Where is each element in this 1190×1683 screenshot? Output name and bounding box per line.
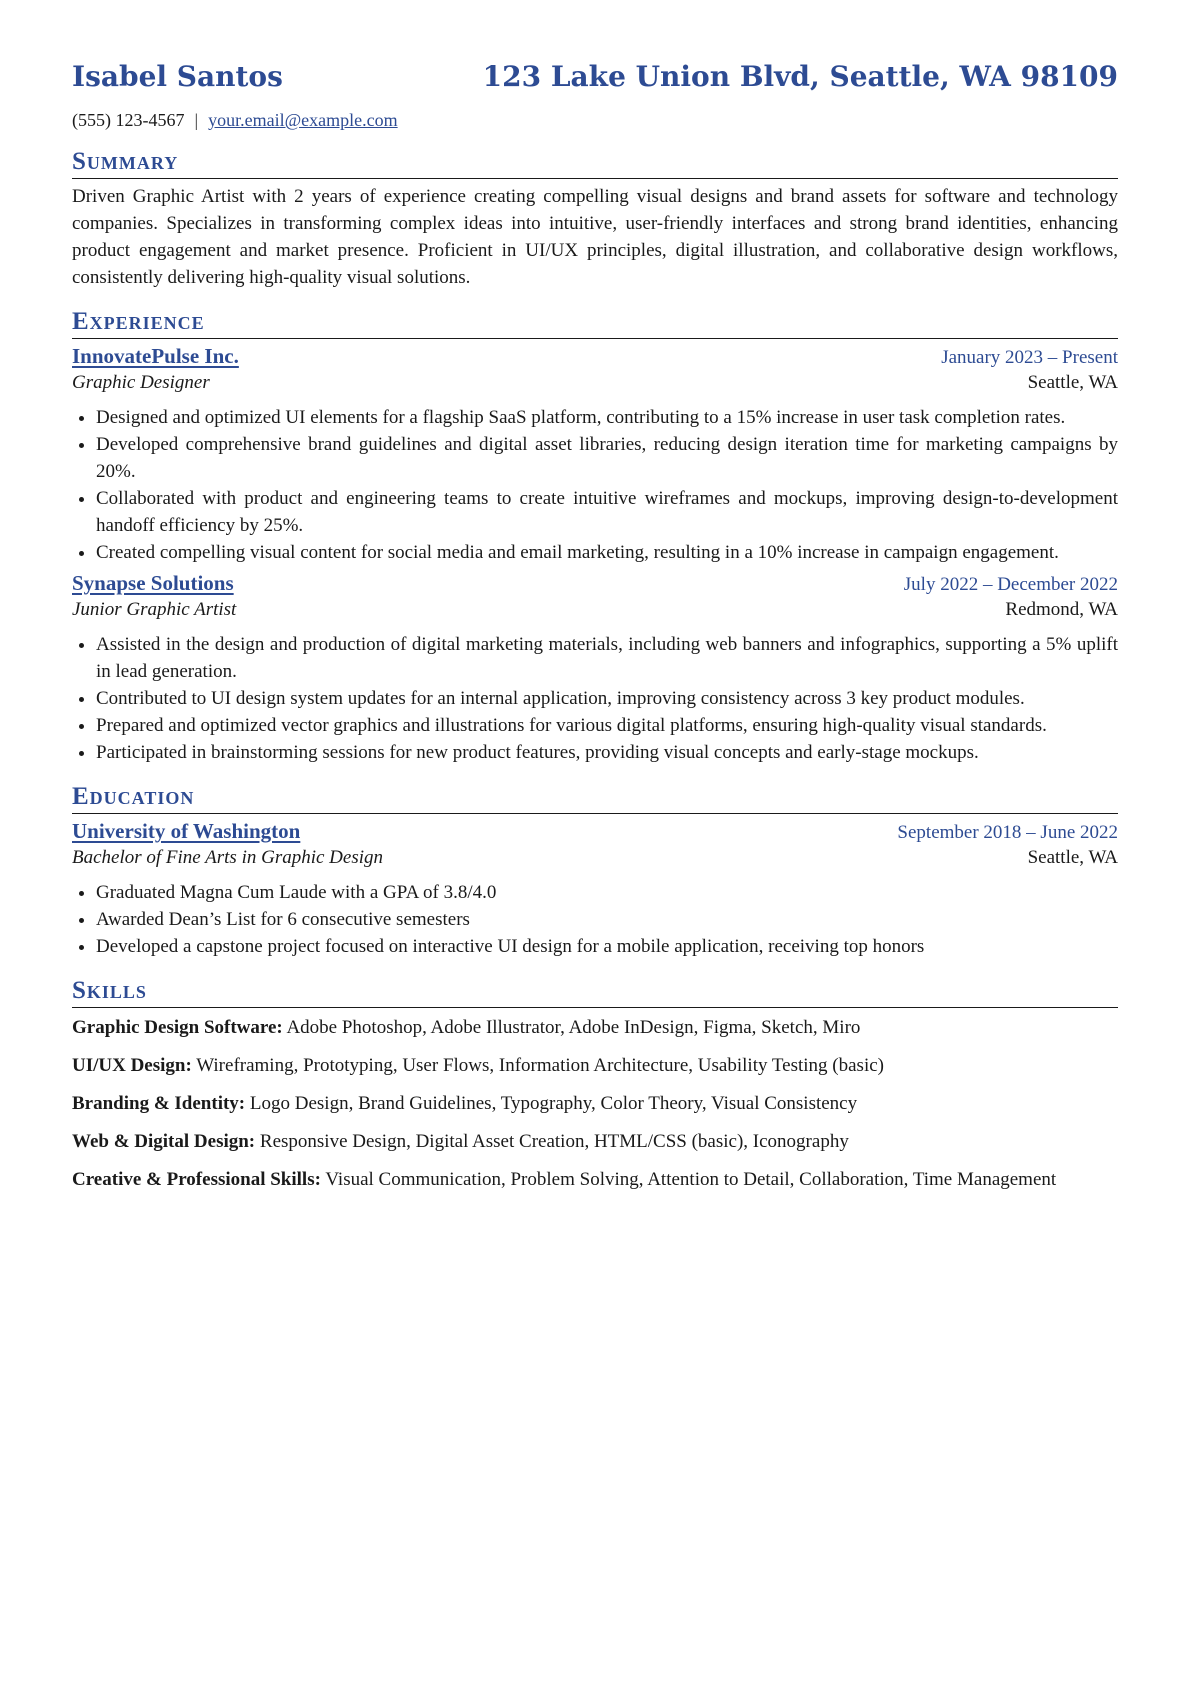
- skill-category: Branding & Identity:: [72, 1093, 246, 1114]
- skill-category: Graphic Design Software:: [72, 1017, 283, 1038]
- skill-line: [72, 1052, 1118, 1079]
- date-range: July 2022 – December 2022: [903, 574, 1118, 595]
- section-title-education: Education: [72, 782, 1118, 814]
- header: [72, 60, 1118, 104]
- email-link[interactable]: your.email@example.com: [208, 110, 398, 130]
- skill-line: [72, 1090, 1118, 1117]
- skill-line: [72, 1128, 1118, 1155]
- skills-list: [72, 1014, 1118, 1193]
- bullet-item: • Collaborated with product and engineering teams to create intuitive wireframes and mockups, improving design-to-development handoff efficiency by 25%.: [96, 485, 1118, 539]
- candidate-name: Isabel Santos: [72, 60, 283, 93]
- summary-text: Driven Graphic Artist with 2 years of experience creating compelling visual designs and brand assets for software and technology companies. Specializes in transforming complex ideas into intuitive, user-friendly interfaces and strong brand identities, enhancing product engagement and market presence. Proficient in UI/UX principles, digital illustration, and collaborative design workflows, consistently delivering high-quality visual solutions.: [72, 186, 1118, 288]
- section-title-experience: Experience: [72, 307, 1118, 339]
- bullet-item: • Developed comprehensive brand guidelines and digital asset libraries, reducing design iteration time for marketing campaigns by 20%.: [96, 431, 1118, 485]
- skill-category: Creative & Professional Skills:: [72, 1169, 321, 1190]
- degree: Bachelor of Fine Arts in Graphic Design: [72, 847, 384, 868]
- location: Seattle, WA: [1027, 847, 1118, 868]
- location: Redmond, WA: [1005, 599, 1118, 620]
- skill-text: Wireframing, Prototyping, User Flows, Information Architecture, Usability Testing (basic): [196, 1055, 884, 1076]
- resume-page: [72, 60, 1118, 1204]
- contact-separator: |: [194, 110, 199, 130]
- contact-line: [72, 110, 1118, 131]
- bullet-item: • Graduated Magna Cum Laude with a GPA of 3.8/4.0: [96, 879, 1118, 906]
- skill-category: Web & Digital Design:: [72, 1131, 256, 1152]
- phone: (555) 123-4567: [72, 110, 185, 130]
- job-title: Junior Graphic Artist: [72, 599, 237, 620]
- skill-category: UI/UX Design:: [72, 1055, 192, 1076]
- skill-line: [72, 1166, 1118, 1193]
- school-name[interactable]: University of Washington: [72, 819, 301, 843]
- company-name[interactable]: Synapse Solutions: [72, 571, 234, 595]
- bullet-list: [72, 631, 1118, 766]
- bullet-list: [72, 879, 1118, 960]
- date-range: September 2018 – June 2022: [897, 822, 1118, 843]
- bullet-item: • Prepared and optimized vector graphics and illustrations for various digital platforms, ensuring high-quality visual standards.: [96, 712, 1118, 739]
- skill-text: Responsive Design, Digital Asset Creation, HTML/CSS (basic), Iconography: [259, 1131, 849, 1152]
- experience-entry: [72, 344, 1118, 566]
- bullet-list: [72, 404, 1118, 566]
- education-entry: [72, 819, 1118, 960]
- address: 123 Lake Union Blvd, Seattle, WA 98109: [482, 60, 1118, 93]
- location: Seattle, WA: [1027, 372, 1118, 393]
- job-title: Graphic Designer: [72, 372, 210, 393]
- bullet-item: • Designed and optimized UI elements for a flagship SaaS platform, contributing to a 15% increase in user task completion rates.: [96, 404, 1118, 431]
- skill-line: [72, 1014, 1118, 1041]
- bullet-item: • Assisted in the design and production of digital marketing materials, including web banners and infographics, supporting a 5% uplift in lead generation.: [96, 631, 1118, 685]
- skill-text: Visual Communication, Problem Solving, Attention to Detail, Collaboration, Time Management: [325, 1169, 1057, 1190]
- date-range: January 2023 – Present: [941, 347, 1118, 368]
- bullet-item: • Awarded Dean’s List for 6 consecutive semesters: [96, 906, 1118, 933]
- section-title-skills: Skills: [72, 976, 1118, 1008]
- experience-entry: [72, 571, 1118, 766]
- skill-text: Adobe Photoshop, Adobe Illustrator, Adobe InDesign, Figma, Sketch, Miro: [286, 1017, 861, 1038]
- bullet-item: • Created compelling visual content for social media and email marketing, resulting in a 10% increase in campaign engagement.: [96, 539, 1118, 566]
- bullet-item: • Participated in brainstorming sessions for new product features, providing visual concepts and early-stage mockups.: [96, 739, 1118, 766]
- skill-text: Logo Design, Brand Guidelines, Typography, Color Theory, Visual Consistency: [249, 1093, 858, 1114]
- bullet-item: • Contributed to UI design system updates for an internal application, improving consistency across 3 key product modules.: [96, 685, 1118, 712]
- company-name[interactable]: InnovatePulse Inc.: [72, 344, 239, 368]
- section-title-summary: Summary: [72, 147, 1118, 179]
- bullet-item: • Developed a capstone project focused on interactive UI design for a mobile application, receiving top honors: [96, 933, 1118, 960]
